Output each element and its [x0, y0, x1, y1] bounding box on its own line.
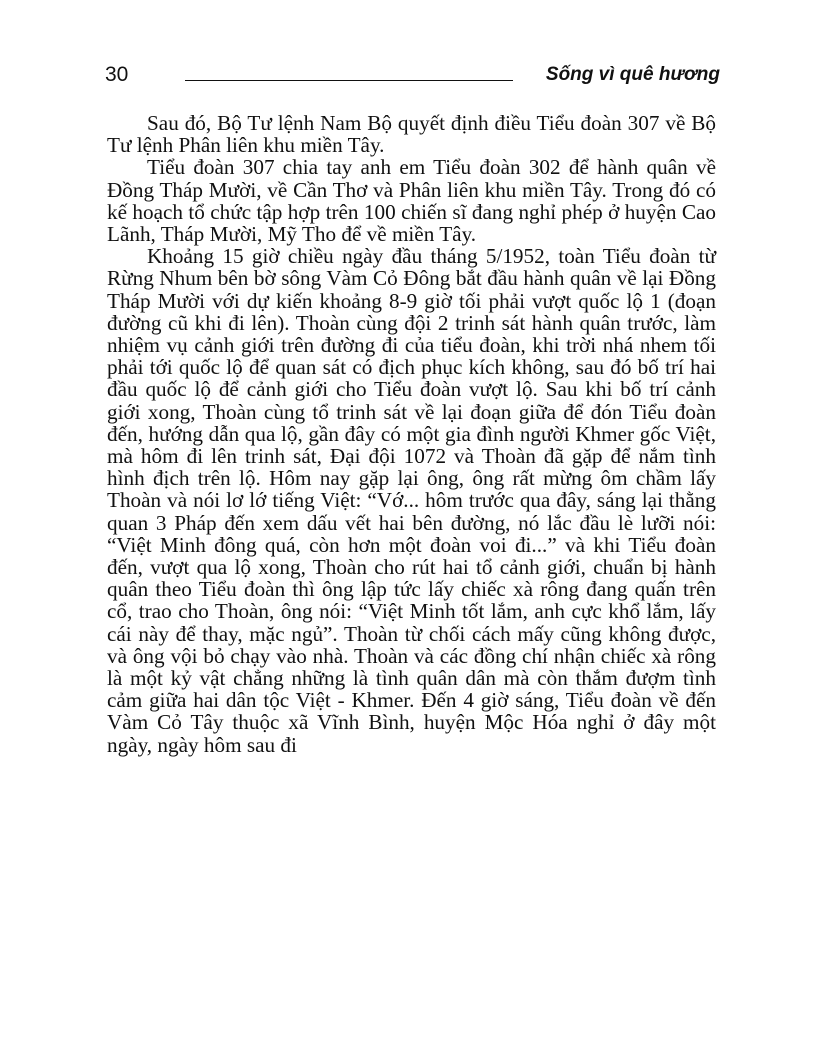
body-text: [107, 112, 716, 756]
header-rule: [185, 80, 513, 81]
page-number: 30: [105, 63, 129, 86]
paragraph: Sau đó, Bộ Tư lệnh Nam Bộ quyết định điều Tiểu đoàn 307 về Bộ Tư lệnh Phân liên khu miền Tây.: [107, 111, 716, 158]
paragraph: Khoảng 15 giờ chiều ngày đầu tháng 5/1952, toàn Tiểu đoàn từ Rừng Nhum bên bờ sông Vàm Cỏ Đông bắt đầu hành quân về lại Đồng Tháp Mười với dự kiến khoảng 8-9 giờ tối phải vượt quốc lộ 1 (đoạn đường cũ khi đi lên). Thoàn cùng đội 2 trinh sát hành quân trước, làm nhiệm vụ cảnh giới trên đường đi của tiểu đoàn, khi trời nhá nhem tối phải tới quốc lộ để quan sát có địch phục kích không, sau đó bố trí hai đầu quốc lộ để cảnh giới cho Tiểu đoàn vượt lộ. Sau khi bố trí cảnh giới xong, Thoàn cùng tổ trinh sát về lại đoạn giữa để đón Tiểu đoàn đến, hướng dẫn qua lộ, gần đây có một gia đình người Khmer gốc Việt, mà hôm đi lên trinh sát, Đại đội 1072 và Thoàn đã gặp để nắm tình hình địch trên lộ. Hôm nay gặp lại ông, ông rất mừng ôm chầm lấy Thoàn và nói lơ lớ tiếng Việt: “Vớ... hôm trước qua đây, sáng lại thằng quan 3 Pháp đến xem dấu vết hai bên đường, nó lắc đầu lè lưỡi nói: “Việt Minh đông quá, còn hơn một đoàn voi đi...” và khi Tiểu đoàn đến, vượt qua lộ xong, Thoàn cho rút hai tổ cảnh giới, chuẩn bị hành quân theo Tiểu đoàn thì ông lập tức lấy chiếc xà rông đang quấn trên cổ, trao cho Thoàn, ông nói: “Việt Minh tốt lắm, anh cực khổ lắm, lấy cái này để thay, mặc ngủ”. Thoàn từ chối cách mấy cũng không được, và ông vội bỏ chạy vào nhà. Thoàn và các đồng chí nhận chiếc xà rông là một kỷ vật chẳng những là tình quân dân mà còn thắm đượm tình cảm giữa hai dân tộc Việt - Khmer. Đến 4 giờ sáng, Tiểu đoàn về đến Vàm Cỏ Tây thuộc xã Vĩnh Bình, huyện Mộc Hóa nghỉ ở đây một ngày, ngày hôm sau đi: [107, 244, 716, 757]
page-header: [105, 62, 720, 88]
running-title: Sống vì quê hương: [545, 64, 720, 85]
paragraph: Tiểu đoàn 307 chia tay anh em Tiểu đoàn 302 để hành quân về Đồng Tháp Mười, về Cần Thơ và Phân liên khu miền Tây. Trong đó có kế hoạch tổ chức tập hợp trên 100 chiến sĩ đang nghỉ phép ở huyện Cao Lãnh, Tháp Mười, Mỹ Tho để về miền Tây.: [107, 155, 716, 247]
